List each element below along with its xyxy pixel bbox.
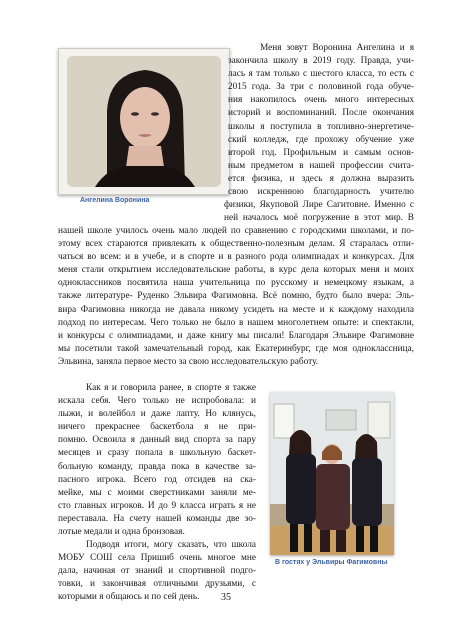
text-line: мейке, мы с моими сверстниками заняли ме- bbox=[58, 487, 256, 498]
text-line: больную команду, правда пока в качестве за- bbox=[58, 461, 256, 472]
portrait-photo bbox=[67, 56, 221, 187]
text-line: ется физика, и здесь я должна выразить bbox=[228, 173, 414, 184]
text-line: ния накопилось очень много интересных bbox=[228, 95, 414, 106]
school-paragraph bbox=[58, 225, 414, 369]
text-line: чаться во всем: и в учебе, и в спорте и в разного рода олимпиадах и конкурсах. Для bbox=[58, 252, 414, 263]
portrait-photo-frame bbox=[58, 48, 230, 195]
intro-paragraph bbox=[224, 42, 414, 225]
page-number: 35 bbox=[221, 592, 231, 603]
text-line: закончила школу в 2019 году. Правда, учи- bbox=[228, 56, 414, 67]
text-line: мы посетили такой замечательный город, как Екатеринбург, где моя одноклассница, bbox=[58, 343, 414, 354]
text-line: школы я поступила в топливно-энергетиче- bbox=[228, 121, 414, 132]
text-line: Меня зовут Воронина Ангелина и я bbox=[260, 43, 414, 53]
text-line: переставала. На счету нашей команды две зо- bbox=[58, 513, 256, 524]
text-line: также литературе- Руденко Эльвира Фагимовна. Всё помню, будто было вчера: Эль- bbox=[58, 291, 414, 302]
text-line: подход по интересам. Чего только не было в нашем многолетнем опыте: и спектакли, bbox=[58, 317, 414, 328]
text-line: ничего прекраснее баскетбола я не при- bbox=[58, 422, 256, 433]
text-line: искала себя. Чего только не испробовала: и bbox=[58, 396, 256, 407]
text-line: 2015 года. За три с половиной года обуче- bbox=[228, 82, 414, 93]
group-photo-caption: В гостях у Эльвиры Фагимовны bbox=[275, 559, 388, 566]
text-line: нашей школе училось очень мало людей по сравнению с городскими школами, и по- bbox=[58, 226, 414, 236]
text-line: вира Фагимовна никогда не давала никому усидеть на месте и к каждому находила bbox=[58, 304, 414, 315]
text-line: второй год. Профильным и самым основ- bbox=[228, 147, 414, 158]
text-line: месяцев и сразу попала в школьную баскет- bbox=[58, 448, 256, 459]
text-line: одноклассников посвятила наша учительница по русскому и немецкому языкам, а bbox=[58, 278, 414, 289]
text-line: физики, Якуповой Лире Сагитовне. Именно с bbox=[224, 200, 414, 211]
text-line: товки, и закончивая отличными друзьями, с bbox=[58, 579, 256, 590]
text-line: свою искреннюю благодарность учителю bbox=[228, 187, 414, 198]
text-line: меня стали открытием исследовательские работы, в курс дела которых меня и моих bbox=[58, 265, 414, 276]
text-line: ней началось моё погружение в этот мир. В bbox=[224, 213, 414, 224]
sport-paragraph bbox=[58, 382, 256, 539]
text-line: ным предметом в нашей профессии счита- bbox=[228, 160, 414, 171]
text-line: лась я там только с шестого класса, то есть с bbox=[228, 69, 414, 80]
text-line: Эльвина, заняла первое место за свою исследовательскую работу. bbox=[58, 356, 319, 367]
text-line: Подводя итоги, могу сказать, что школа bbox=[86, 540, 256, 550]
text-line: ский колледж, где прохожу обучение уже bbox=[228, 134, 414, 145]
text-line: дала, начиная от знаний и спортивной подго- bbox=[58, 566, 256, 577]
text-line: лыжи, и волейбол и даже лапту. Но клянусь, bbox=[58, 409, 256, 420]
text-line: которыми я общаюсь и по сей день. bbox=[58, 592, 200, 603]
group-photo bbox=[270, 392, 394, 555]
portrait-caption: Ангелина Воронина bbox=[80, 197, 150, 204]
text-line: этому всех стараются привлекать к общественно-полезным делам. Я старалась отли- bbox=[58, 239, 414, 250]
text-line: историй и воспоминаний. После окончания bbox=[228, 108, 414, 119]
text-line: Как я и говорила ранее, в спорте я также bbox=[86, 383, 256, 393]
text-line: лотые медали и одна бронзовая. bbox=[58, 527, 185, 538]
text-line: сто главных игроков. И до 9 класса играть я не bbox=[58, 500, 256, 511]
text-line: и конкурсы с олимпиадами, и даже книгу мы писали! Благодаря Эльвире Фагимовне bbox=[58, 330, 414, 341]
text-line: МОБУ СОШ села Пришиб очень многое мне bbox=[58, 553, 256, 564]
text-line: помню. Освоила я данный вид спорта за пару bbox=[58, 435, 256, 446]
text-line: пасного игрока. Всего год отсидев на ска- bbox=[58, 474, 256, 485]
